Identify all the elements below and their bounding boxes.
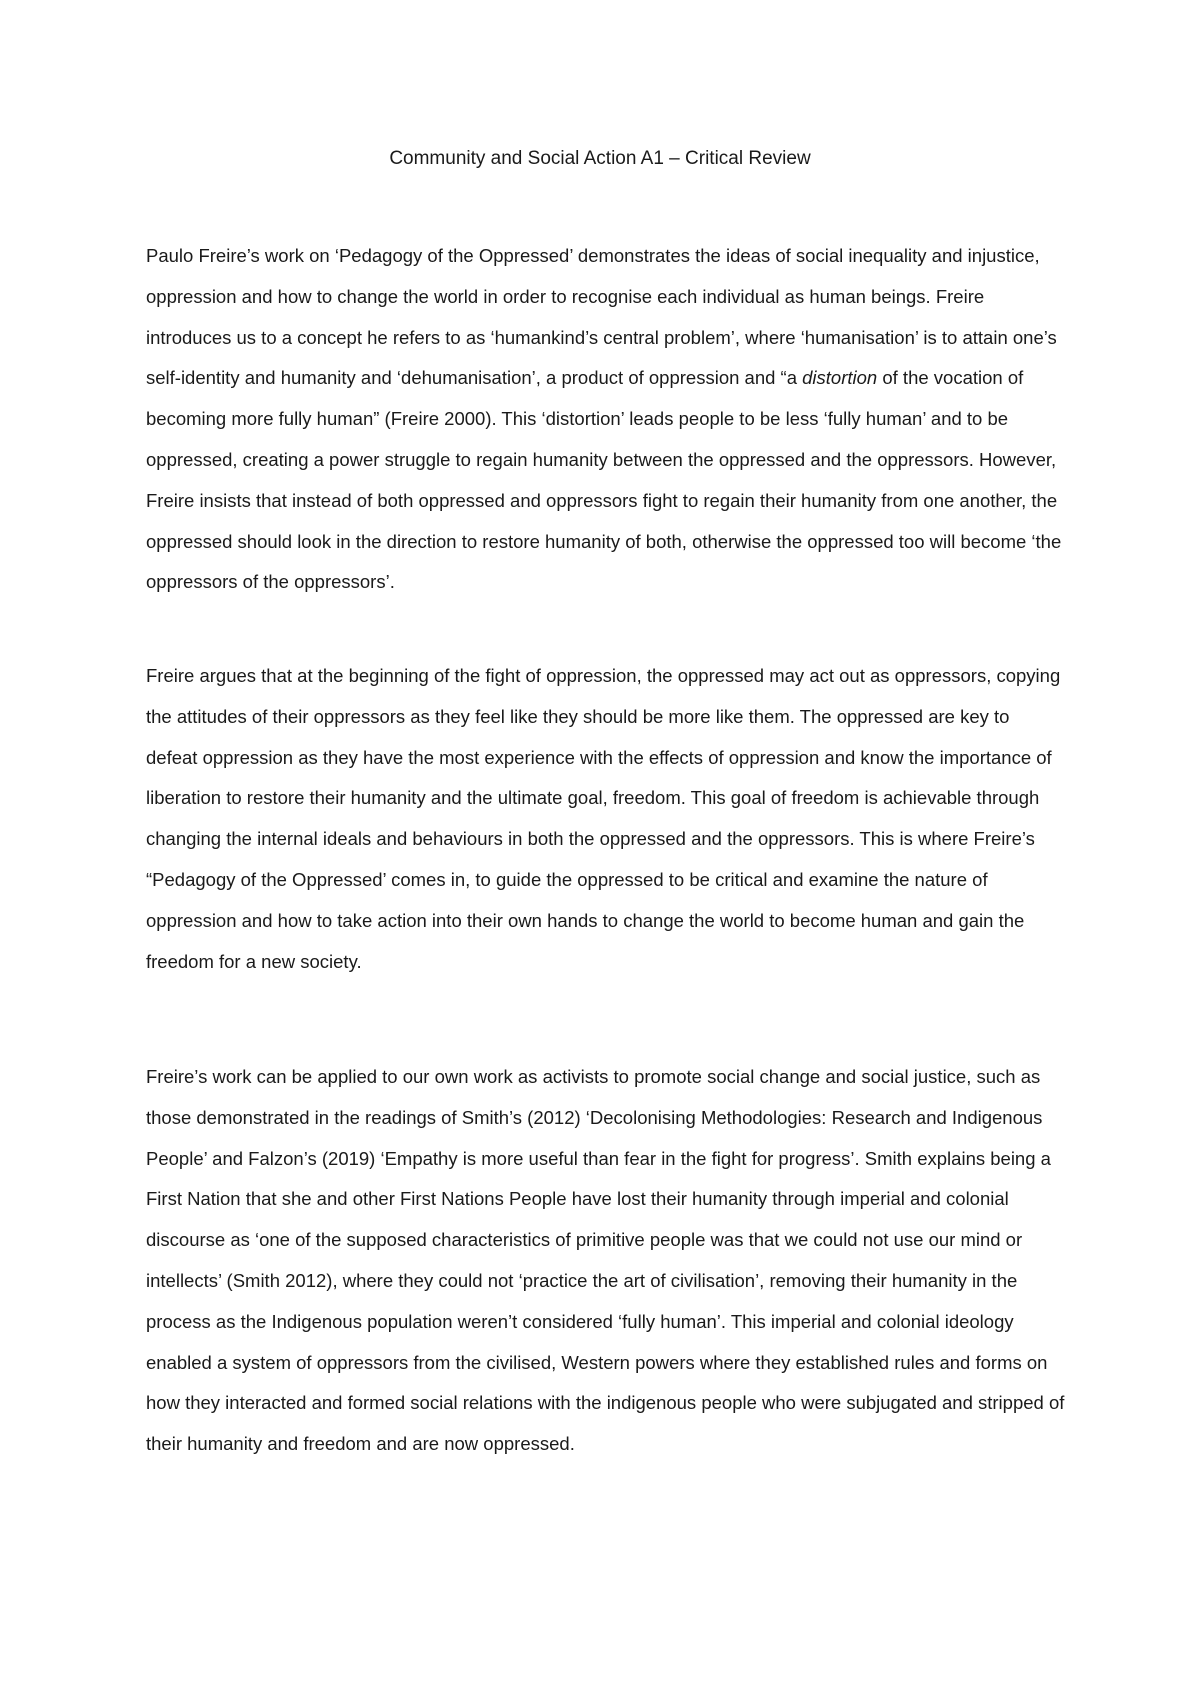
paragraph-1-emphasis: distortion [802,367,878,389]
document-title: Community and Social Action A1 – Critical Review [389,148,811,169]
paragraph-3: Freire’s work can be applied to our own work as activists to promote social change and social justice, such as those demonstrated in the readings of Smith’s (2012) ‘Decolonising Methodologies: Research and Indigenous People’ and Falzon’s (2019) ‘Empathy is more useful than fear in the fight for progress’. Smith explains being a First Nation that she and other First Nations People have lost their humanity through imperial and colonial discourse as ‘one of the supposed characteristics of primitive people was that we could not use our mind or intellects’ (Smith 2012), where they could not ‘practice the art of civilisation’, removing their humanity in the process as the Indigenous population weren’t considered ‘fully human’. This imperial and colonial ideology enabled a system of oppressors from the civilised, Western powers where they established rules and forms on how they interacted and formed social relations with the indigenous people who were subjugated and stripped of their humanity and freedom and are now oppressed. [146,1066,1065,1455]
paragraph-1-text-b: of the vocation of becoming more fully human” (Freire 2000). This ‘distortion’ leads people to be less ‘fully human’ and to be oppressed, creating a power struggle to regain humanity between the oppressed and the oppressors. However, Freire insists that instead of both oppressed and oppressors fight to regain their humanity from one another, the oppressed should look in the direction to restore humanity of both, otherwise the oppressed too will become ‘the oppressors of the oppressors’. [146,367,1062,593]
paragraph-2: Freire argues that at the beginning of the fight of oppression, the oppressed may act out as oppressors, copying the attitudes of their oppressors as they feel like they should be more like them. The oppressed are key to defeat oppression as they have the most experience with the effects of oppression and know the importance of liberation to restore their humanity and the ultimate goal, freedom. This goal of freedom is achievable through changing the internal ideals and behaviours in both the oppressed and the oppressors. This is where Freire’s “Pedagogy of the Oppressed’ comes in, to guide the oppressed to be critical and examine the nature of oppression and how to take action into their own hands to change the world to become human and gain the freedom for a new society. [146,665,1061,972]
paragraph-1-text-a: Paulo Freire’s work on ‘Pedagogy of the Oppressed’ demonstrates the ideas of social inequality and injustice, oppression and how to change the world in order to recognise each individual as human beings. Freire introduces us to a concept he refers to as ‘humankind’s central problem’, where ‘humanisation’ is to attain one’s self-identity and humanity and ‘dehumanisation’, a product of oppression and “a [146,245,1057,389]
paragraph-1 [146,236,1066,603]
